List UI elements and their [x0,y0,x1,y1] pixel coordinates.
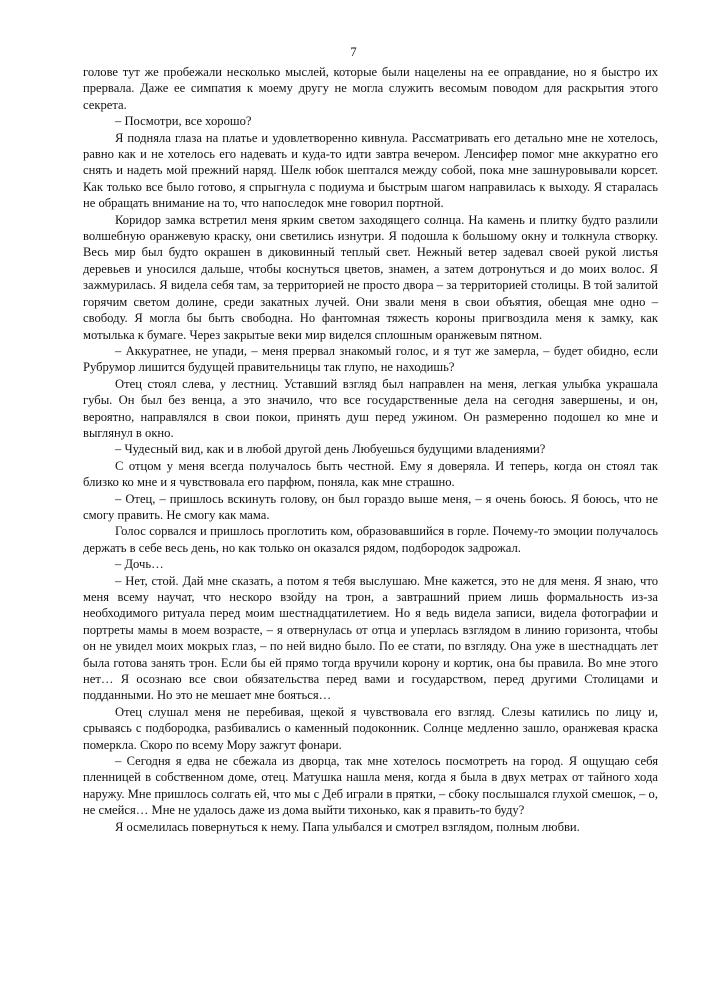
paragraph: Я подняла глаза на платье и удовлетворенно кивнула. Рассматривать его детально мне не хотелось, равно как и не хотелось его надевать и куда-то идти завтра вечером. Ленсифер помог мне аккуратно его снять и надеть мой прежний наряд. Шелк юбок шептался между собой, пока мне зашнуровывали корсет. Как только все было готово, я спрыгнула с подиума и быстрым шагом направилась к выходу. Я старалась не обращать внимание на то, что напоследок мне говорил портной. [83,130,658,211]
paragraph: – Отец, – пришлось вскинуть голову, он был гораздо выше меня, – я очень боюсь. Я боюсь, что не смогу править. Не смогу как мама. [83,491,658,522]
page-number: 7 [350,45,357,59]
paragraph: – Посмотри, все хорошо? [115,114,252,129]
paragraph: – Аккуратнее, не упади, – меня прервал знакомый голос, и я тут же замерла, – будет обидно, если Рубрумор лишится будущей правительницы так глупо, не находишь? [83,343,658,375]
paragraph: – Сегодня я едва не сбежала из дворца, так мне хотелось посмотреть на город. Я ощущаю себя пленницей в собственном доме, отец. Матушка нашла меня, когда я была в двух метрах от тайного хода наружу. Мне пришлось солгать ей, что мы с Деб играли в прятки, – сбоку послышался глухой смешок, – о, не смейся… Мне не удалось даже из дома выйти тихонько, как я править-то буду? [83,754,658,818]
paragraph: Я осмелилась повернуться к нему. Папа улыбался и смотрел взглядом, полным любви. [115,819,580,834]
paragraph: – Дочь… [115,557,164,572]
paragraph: Отец стоял слева, у лестниц. Уставший взгляд был направлен на меня, легкая улыбка украшала губы. Он был без венца, а это значило, что все государственные дела на сегодня завершены, и он, вероятно, направлялся в свои покои, принять душ перед ужином. Он размеренно подошел ко мне и выглянул в окно. [83,376,658,440]
paragraph: – Нет, стой. Дай мне сказать, а потом я тебя выслушаю. Мне кажется, это не для меня. Я знаю, что меня всему научат, что нескоро взойду на трон, а завтрашний прием лишь формальность из-за необходимого ритуала перед моим шестнадцатилетием. Но я ведь видела записи, видела фотографии и портреты мамы в моем возрасте, – я отвернулась от отца и уперлась взглядом в линию горизонта, чтобы он не увидел моих мокрых глаз, – по ней видно было. По ее стати, по взгляду. Она уже в шестнадцать лет была готова занять трон. Если бы ей прямо тогда вручили корону и кортик, она бы правила. Во мне этого нет… Я осознаю все свои обязательства перед вами и государством, перед другими Столицами и подданными. Но это не мешает мне бояться… [83,573,658,703]
paragraph: голове тут же пробежали несколько мыслей, которые были нацелены на ее оправдание, но я быстро их прервала. Даже ее симпатия к моему другу не могла служить весомым поводом для раскрытия этого секрета. [83,65,658,112]
body-text [83,64,658,835]
paragraph: Отец слушал меня не перебивая, щекой я чувствовала его взгляд. Слезы катились по лицу и, срываясь с подбородка, разбивались о каменный подоконник. Солнце медленно зашло, оранжевая краска померкла. Скоро по всему Мору зажгут фонари. [83,704,658,752]
paragraph: – Чудесный вид, как и в любой другой день Любуешься будущими владениями? [115,442,546,457]
paragraph: С отцом у меня всегда получалось быть честной. Ему я доверяла. И теперь, когда он стоял так близко ко мне и я чувствовала его парфюм, поняла, как мне страшно. [83,458,658,490]
paragraph: Голос сорвался и пришлось проглотить ком, образовавшийся в горле. Почему-то эмоции получалось держать в себе весь день, но как только он оказался рядом, подбородок задрожал. [83,524,658,555]
paragraph: Коридор замка встретил меня ярким светом заходящего солнца. На камень и плитку будто разлили волшебную оранжевую краску, они светились изнутри. Я подошла к большому окну и толкнула створку. Весь мир был будто окрашен в диковинный теплый свет. Нежный ветер задевал своей рукой листья деревьев и уносился дальше, чтобы коснуться цветов, знамен, а затем дотронуться и до моих волос. Я зажмурилась. Я видела себя там, за территорией не просто двора – за территорией столицы. В той залитой горячим светом долине, среди закатных лучей. Они звали меня в свои объятия, обещая мне одно – свободу. Я могла бы быть свободна. Но фантомная тяжесть короны пригвоздила меня к замку, как мотылька к бумаге. Через закрытые веки мир виделся сплошным оранжевым пятном. [83,212,658,342]
